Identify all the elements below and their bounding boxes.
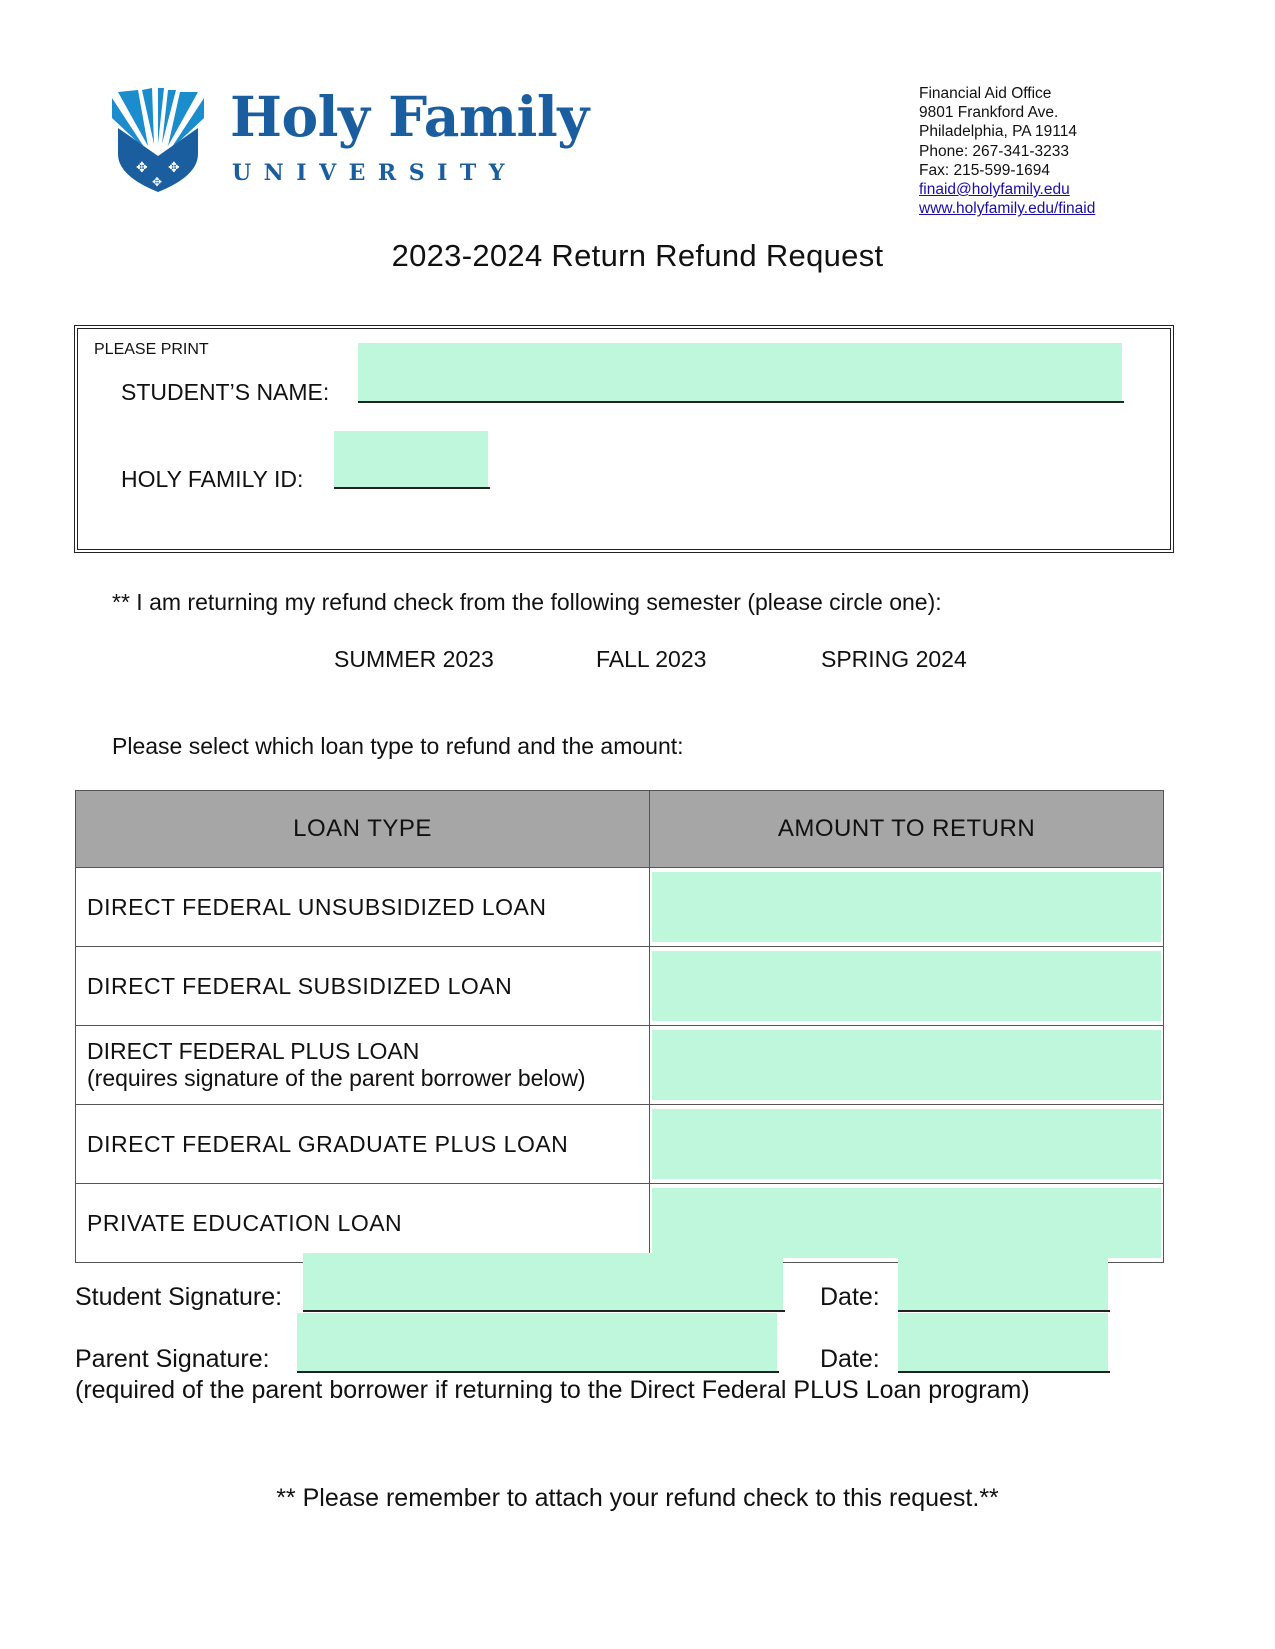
loan-type-header: LOAN TYPE: [76, 791, 650, 868]
amount-input-unsubsidized[interactable]: [652, 872, 1161, 942]
phone-number: Phone: 267-341-3233: [919, 142, 1069, 160]
table-row: [76, 947, 1164, 1026]
fax-number: Fax: 215-599-1694: [919, 161, 1050, 179]
svg-text:✥: ✥: [168, 160, 180, 176]
contact-block: [919, 84, 1095, 218]
parent-date-label: Date:: [820, 1345, 880, 1373]
parent-signature-field[interactable]: [297, 1313, 777, 1373]
loan-type-cell: PRIVATE EDUCATION LOAN: [76, 1184, 650, 1263]
loan-type-cell: DIRECT FEDERAL GRADUATE PLUS LOAN: [76, 1105, 650, 1184]
email-link[interactable]: finaid@holyfamily.edu: [919, 181, 1070, 199]
table-row: [76, 1184, 1164, 1263]
university-shield-icon: [112, 88, 204, 192]
student-name-label: STUDENT’S NAME:: [121, 379, 330, 405]
table-row: [76, 1026, 1164, 1105]
id-input[interactable]: [334, 431, 488, 489]
table-row: [76, 1105, 1164, 1184]
svg-text:✥: ✥: [136, 160, 148, 176]
please-print-label: PLEASE PRINT: [94, 341, 209, 358]
id-label: HOLY FAMILY ID:: [121, 466, 304, 492]
logo-subtitle: UNIVERSITY: [232, 160, 517, 186]
svg-text:✥: ✥: [152, 175, 163, 189]
loan-type-cell: [76, 1026, 650, 1105]
loan-type-cell: DIRECT FEDERAL UNSUBSIDIZED LOAN: [76, 868, 650, 947]
student-date-field[interactable]: [898, 1253, 1108, 1311]
amount-input-subsidized[interactable]: [652, 951, 1161, 1021]
logo-wordmark: Holy Family: [230, 84, 589, 149]
street-address: 9801 Frankford Ave.: [919, 104, 1059, 122]
footer-reminder: ** Please remember to attach your refund check to this request.**: [276, 1484, 999, 1512]
student-info-box: [74, 325, 1174, 553]
city-address: Philadelphia, PA 19114: [919, 123, 1077, 141]
loan-type-cell: DIRECT FEDERAL SUBSIDIZED LOAN: [76, 947, 650, 1026]
table-row: [76, 868, 1164, 947]
loan-prompt: Please select which loan type to refund and the amount:: [112, 733, 684, 759]
amount-input-grad-plus[interactable]: [652, 1109, 1161, 1179]
website-link[interactable]: www.holyfamily.edu/finaid: [919, 200, 1096, 218]
semester-option-spring[interactable]: SPRING 2024: [821, 646, 967, 672]
parent-signature-label: Parent Signature:: [75, 1345, 270, 1373]
semester-option-summer[interactable]: SUMMER 2023: [334, 646, 494, 672]
office-name: Financial Aid Office: [919, 85, 1052, 102]
loan-type-text: DIRECT FEDERAL PLUS LOAN: [87, 1038, 420, 1064]
page-title: 2023-2024 Return Refund Request: [391, 238, 884, 273]
semester-prompt: ** I am returning my refund check from the following semester (please circle one):: [112, 589, 942, 615]
loan-table: [75, 790, 1164, 1263]
amount-header: AMOUNT TO RETURN: [650, 791, 1164, 868]
loan-type-note: (requires signature of the parent borrower below): [87, 1065, 586, 1091]
student-signature-label: Student Signature:: [75, 1283, 283, 1311]
student-signature-field[interactable]: [303, 1253, 783, 1311]
table-header-row: [76, 791, 1164, 868]
student-date-label: Date:: [820, 1283, 880, 1311]
semester-option-fall[interactable]: FALL 2023: [596, 646, 707, 672]
student-name-input[interactable]: [358, 343, 1122, 403]
amount-input-plus[interactable]: [652, 1030, 1161, 1100]
amount-input-private[interactable]: [652, 1188, 1161, 1258]
parent-signature-note: (required of the parent borrower if returning to the Direct Federal PLUS Loan program): [75, 1376, 1030, 1404]
parent-date-field[interactable]: [898, 1313, 1108, 1373]
